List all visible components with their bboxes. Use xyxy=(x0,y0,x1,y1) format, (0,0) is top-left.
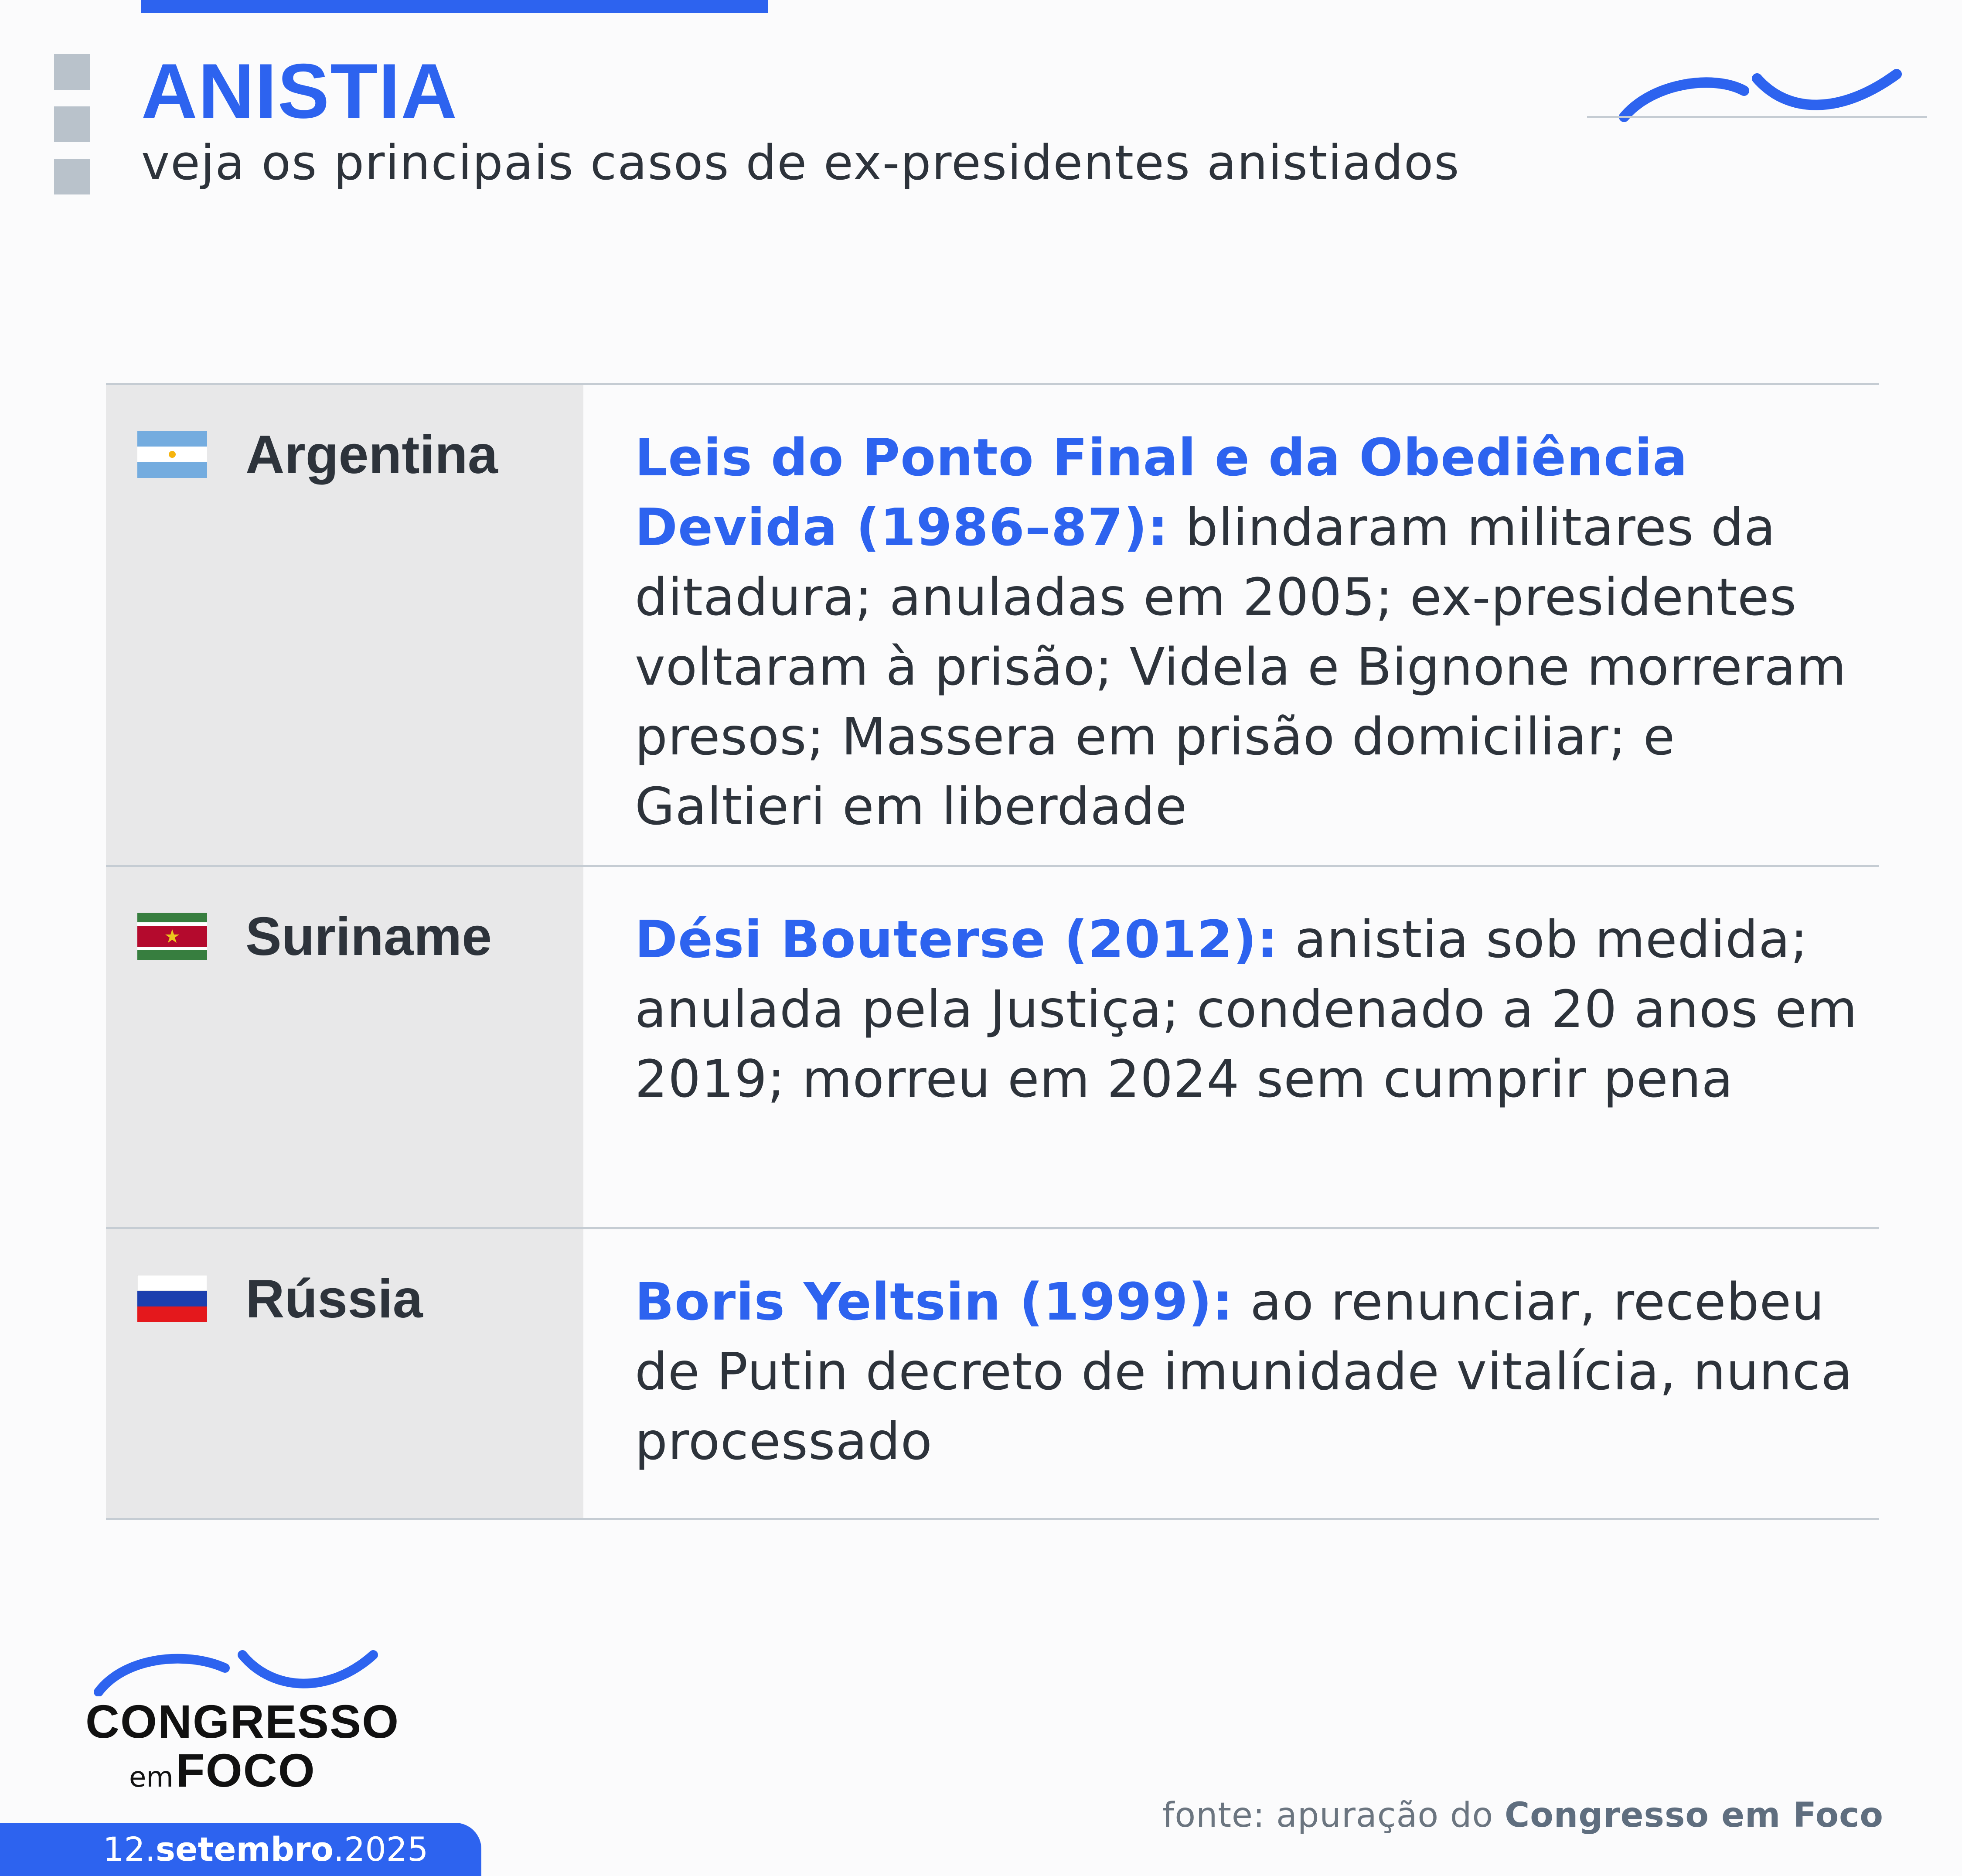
table-row xyxy=(106,1229,1879,1518)
argentina-flag-icon xyxy=(137,431,207,478)
case-title: Boris Yeltsin (1999): xyxy=(635,1272,1233,1332)
source-prefix: fonte: apuração do xyxy=(1162,1796,1505,1835)
page-subtitle: veja os principais casos de ex-presidentes anistiados xyxy=(141,135,1460,191)
case-text: blindaram militares da ditadura; anuladas em 2005; ex-presidentes voltaram à prisão; Videla e Bignone morreram presos; Massera em prisão domiciliar; e Galtieri em liberdade xyxy=(635,497,1847,836)
date-month: setembro xyxy=(155,1830,334,1869)
table-divider xyxy=(106,1518,1879,1520)
russia-flag-icon xyxy=(137,1275,207,1322)
source-credit xyxy=(1162,1796,1884,1835)
page-title: ANISTIA xyxy=(141,48,458,134)
case-text: ao renunciar, recebeu de Putin decreto de imunidade vitalícia, nunca processado xyxy=(635,1272,1853,1471)
country-name: Argentina xyxy=(245,425,498,485)
brand-logo xyxy=(85,1648,400,1797)
country-name: Rússia xyxy=(245,1269,423,1329)
logo-arcs-icon xyxy=(85,1648,399,1696)
country-cell xyxy=(106,1229,583,1518)
case-text: anistia sob medida; anulada pela Justiça; condenado a 20 anos em 2019; morreu em 2024 sem cumprir pena xyxy=(635,909,1858,1109)
source-name: Congresso em Foco xyxy=(1504,1796,1884,1835)
case-title: Leis do Ponto Final e da Obediência Devida (1986–87): xyxy=(635,427,1688,557)
date-badge xyxy=(0,1823,481,1876)
logo-wordmark-bottom xyxy=(129,1744,399,1797)
logo-wordmark-top: CONGRESSO xyxy=(85,1695,400,1748)
amnesty-table xyxy=(106,383,1879,1520)
logo-arcs-icon xyxy=(1587,65,1927,122)
decor-square xyxy=(54,106,90,142)
country-cell xyxy=(106,867,583,1227)
logo-foco: FOCO xyxy=(176,1744,316,1797)
case-description xyxy=(583,867,1879,1227)
country-name: Suriname xyxy=(245,907,492,967)
table-row xyxy=(106,385,1879,865)
date-year: .2025 xyxy=(333,1830,429,1869)
case-description xyxy=(583,1229,1879,1518)
date-day: 12. xyxy=(103,1830,156,1869)
country-cell xyxy=(106,385,583,865)
logo-em: em xyxy=(129,1761,174,1794)
case-title: Dési Bouterse (2012): xyxy=(635,909,1278,969)
decor-square xyxy=(54,159,90,194)
side-decoration xyxy=(54,54,90,211)
suriname-flag-icon xyxy=(137,913,207,960)
table-row xyxy=(106,867,1879,1227)
decor-square xyxy=(54,54,90,90)
top-accent-bar xyxy=(141,0,768,13)
case-description xyxy=(583,385,1879,865)
